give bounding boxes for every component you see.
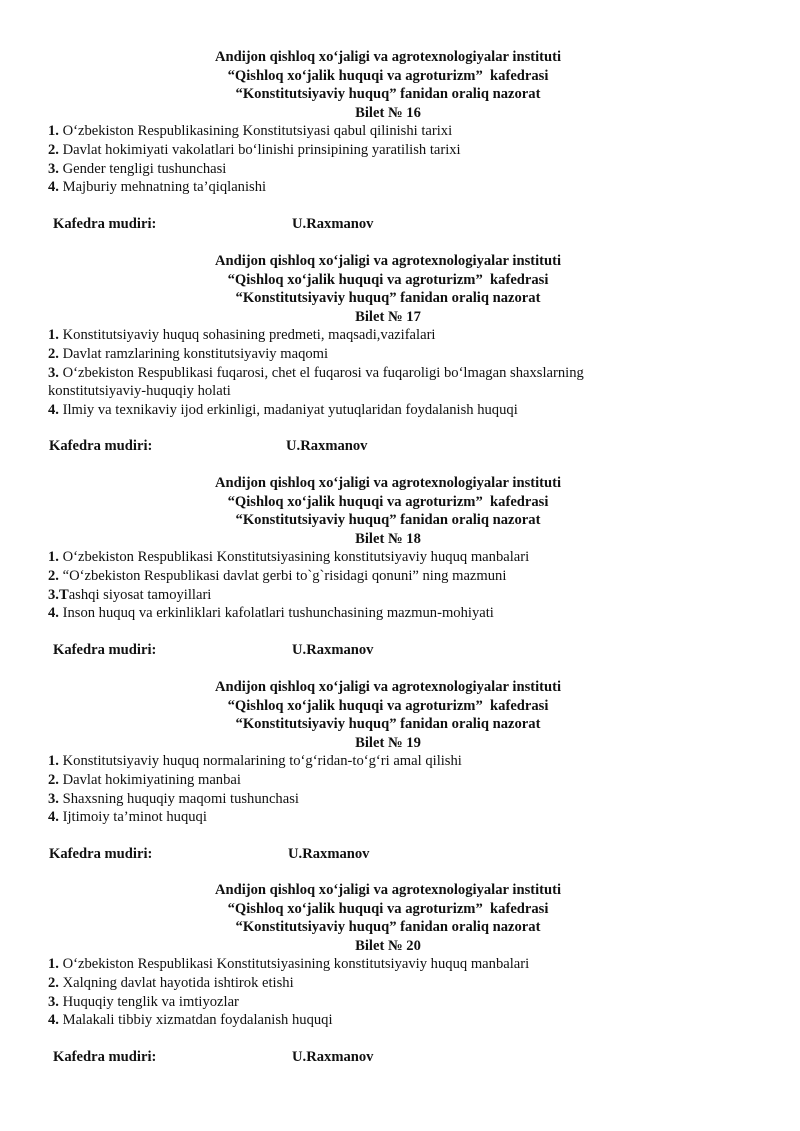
question-item — [48, 326, 728, 345]
question-number: 2. — [48, 345, 59, 362]
question-text: Huquqiy tenglik va imtiyozlar — [58, 993, 239, 1010]
signature-line — [48, 641, 728, 660]
question-item — [48, 955, 728, 974]
signer-name: U.Raxmanov — [288, 845, 370, 862]
institute-title: Andijon qishloq xo‘jaligi va agrotexnologiyalar instituti — [214, 49, 562, 65]
question-number: 2. — [48, 771, 59, 788]
institute-title: Andijon qishloq xo‘jaligi va agrotexnologiyalar instituti — [214, 475, 562, 491]
question-text: Davlat hokimiyatining manbai — [58, 771, 241, 788]
subject-title: “Konstitutsiyaviy huquq” fanidan oraliq nazorat — [235, 716, 541, 733]
signer-name: U.Raxmanov — [292, 1048, 374, 1065]
question-text: Malakali tibbiy xizmatdan foydalanish huquqi — [58, 1012, 333, 1029]
institute-title: Andijon qishloq xo‘jaligi va agrotexnologiyalar instituti — [214, 882, 562, 898]
question-item — [48, 364, 648, 401]
bilet-number: Bilet № 18 — [355, 530, 421, 547]
ticket-17 — [48, 252, 728, 456]
signature-line — [48, 437, 728, 456]
signature-line — [48, 1048, 728, 1067]
bilet-number: Bilet № 16 — [355, 104, 421, 121]
question-item — [48, 178, 728, 197]
question-text: Ilmiy va texnikaviy ijod erkinligi, madaniyat yutuqlaridan foydalanish huquqi — [58, 401, 518, 418]
question-text: O‘zbekiston Respublikasi Konstitutsiyasining konstitutsiyaviy huquq manbalari — [58, 956, 530, 973]
question-text: O‘zbekiston Respublikasi fuqarosi, chet el fuqarosi va fuqaroligi bo‘lmagan shaxslarning konstitutsiyaviy-huquqiy holati — [48, 364, 584, 400]
question-item — [48, 752, 728, 771]
question-item — [48, 586, 728, 605]
question-number: 4. — [48, 809, 59, 826]
question-number: 1. — [48, 327, 59, 344]
question-number: 2. — [48, 141, 59, 158]
question-item — [48, 548, 728, 567]
question-number: 2. — [48, 567, 59, 584]
question-number: 1. — [48, 549, 59, 566]
subject-title: “Konstitutsiyaviy huquq” fanidan oraliq nazorat — [235, 290, 541, 307]
ticket-20 — [48, 881, 728, 1067]
question-number: 1. — [48, 123, 59, 140]
question-text: O‘zbekiston Respublikasi Konstitutsiyasining konstitutsiyaviy huquq manbalari — [58, 549, 530, 566]
signer-role: Kafedra mudiri: — [53, 641, 157, 658]
department-title: “Qishloq xo‘jalik huquqi va agroturizm” kafedrasi — [227, 900, 549, 917]
question-text: Shaxsning huquqiy maqomi tushunchasi — [58, 790, 299, 807]
ticket-18 — [48, 474, 728, 660]
question-item — [48, 808, 728, 827]
department-title: “Qishloq xo‘jalik huquqi va agroturizm” kafedrasi — [227, 493, 549, 510]
question-item — [48, 141, 728, 160]
signature-line — [48, 215, 728, 234]
question-item — [48, 567, 728, 586]
signer-name: U.Raxmanov — [286, 438, 368, 455]
bilet-number: Bilet № 17 — [355, 308, 421, 325]
question-number: 1. — [48, 753, 59, 770]
question-item — [48, 604, 728, 623]
institute-title: Andijon qishloq xo‘jaligi va agrotexnologiyalar instituti — [214, 679, 562, 695]
question-number: 1. — [48, 956, 59, 973]
signer-role: Kafedra mudiri: — [49, 438, 153, 455]
question-text: Majburiy mehnatning ta’qiqlanishi — [58, 179, 267, 196]
ticket-16 — [48, 48, 728, 234]
question-number: 3.T — [48, 586, 69, 603]
signer-role: Kafedra mudiri: — [53, 215, 157, 232]
department-title: “Qishloq xo‘jalik huquqi va agroturizm” kafedrasi — [227, 697, 549, 714]
bilet-number: Bilet № 19 — [355, 734, 421, 751]
question-item — [48, 993, 728, 1012]
question-item — [48, 1011, 728, 1030]
department-title: “Qishloq xo‘jalik huquqi va agroturizm” kafedrasi — [227, 67, 549, 84]
question-text: Konstitutsiyaviy huquq sohasining predmeti, maqsadi,vazifalari — [58, 327, 436, 344]
question-number: 4. — [48, 401, 59, 418]
subject-title: “Konstitutsiyaviy huquq” fanidan oraliq nazorat — [235, 919, 541, 936]
question-number: 3. — [48, 160, 59, 177]
question-number: 3. — [48, 993, 59, 1010]
signer-role: Kafedra mudiri: — [53, 1048, 157, 1065]
question-number: 3. — [48, 364, 59, 381]
question-item — [48, 345, 728, 364]
question-number: 4. — [48, 1012, 59, 1029]
signature-line — [48, 845, 728, 864]
question-text: Xalqning davlat hayotida ishtirok etishi — [58, 974, 294, 991]
ticket-19 — [48, 678, 728, 864]
question-text: Konstitutsiyaviy huquq normalarining to‘g‘ridan-to‘g‘ri amal qilishi — [58, 753, 462, 770]
question-item — [48, 771, 728, 790]
question-item — [48, 401, 728, 420]
question-text: Davlat ramzlarining konstitutsiyaviy maqomi — [58, 345, 329, 362]
question-text: Inson huquq va erkinliklari kafolatlari tushunchasining mazmun-mohiyati — [58, 605, 494, 622]
question-number: 4. — [48, 605, 59, 622]
question-text: “O‘zbekiston Respublikasi davlat gerbi to`g`risidagi qonuni” ning mazmuni — [58, 567, 507, 584]
department-title: “Qishloq xo‘jalik huquqi va agroturizm” kafedrasi — [227, 271, 549, 288]
signer-name: U.Raxmanov — [292, 641, 374, 658]
question-item — [48, 160, 728, 179]
question-item — [48, 122, 728, 141]
institute-title: Andijon qishloq xo‘jaligi va agrotexnologiyalar instituti — [214, 253, 562, 269]
signer-role: Kafedra mudiri: — [49, 845, 153, 862]
bilet-number: Bilet № 20 — [355, 937, 421, 954]
question-text: Davlat hokimiyati vakolatlari bo‘linishi prinsipining yaratilish tarixi — [58, 141, 461, 158]
question-item — [48, 974, 728, 993]
question-number: 4. — [48, 179, 59, 196]
signer-name: U.Raxmanov — [292, 215, 374, 232]
question-text: O‘zbekiston Respublikasining Konstitutsiyasi qabul qilinishi tarixi — [58, 123, 453, 140]
question-item — [48, 790, 728, 809]
question-number: 3. — [48, 790, 59, 807]
question-text: Ijtimoiy ta’minot huquqi — [58, 809, 207, 826]
question-text: ashqi siyosat tamoyillari — [68, 586, 212, 603]
subject-title: “Konstitutsiyaviy huquq” fanidan oraliq nazorat — [235, 86, 541, 103]
question-text: Gender tengligi tushunchasi — [58, 160, 227, 177]
question-number: 2. — [48, 974, 59, 991]
subject-title: “Konstitutsiyaviy huquq” fanidan oraliq nazorat — [235, 512, 541, 529]
